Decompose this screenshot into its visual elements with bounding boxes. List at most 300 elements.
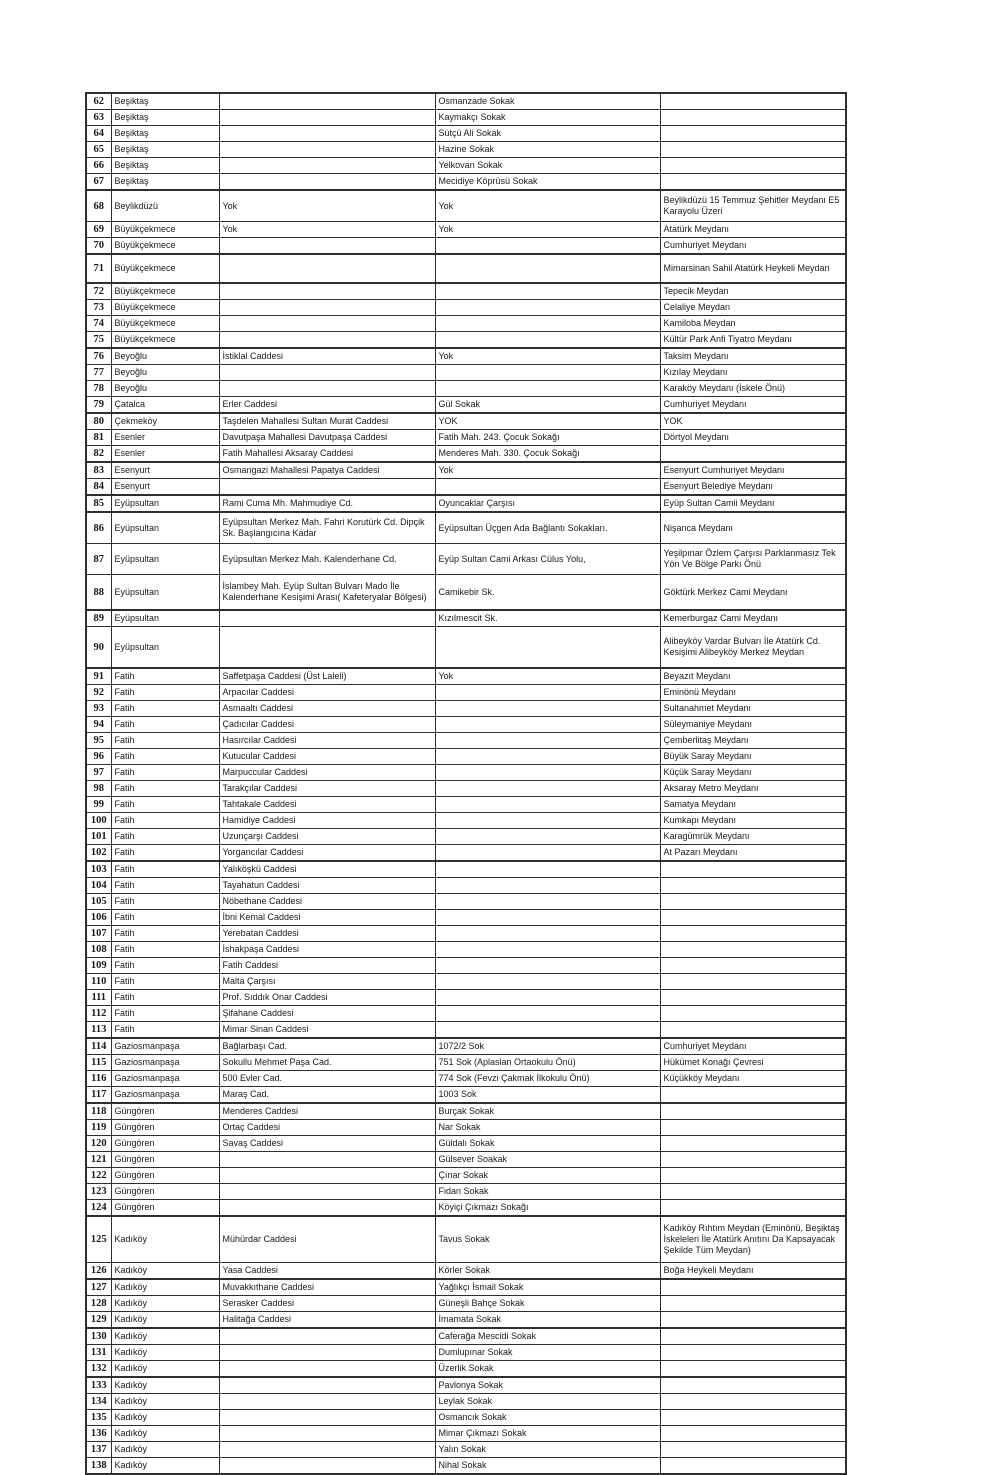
cell-district: Beşiktaş bbox=[111, 158, 219, 174]
cell-district: Büyükçekmece bbox=[111, 332, 219, 349]
cell-row-number: 88 bbox=[86, 575, 111, 611]
cell-district: Beşiktaş bbox=[111, 110, 219, 126]
table-row bbox=[86, 575, 846, 611]
cell-main-street: Maraş Cad. bbox=[219, 1087, 435, 1104]
table-row bbox=[86, 430, 846, 446]
cell-side-street: YOK bbox=[435, 413, 660, 430]
cell-square: Hükümet Konağı Çevresi bbox=[660, 1055, 846, 1071]
table-row bbox=[86, 610, 846, 627]
cell-district: Fatih bbox=[111, 668, 219, 685]
cell-square bbox=[660, 1361, 846, 1378]
cell-square: Cumhuriyet Meydanı bbox=[660, 1038, 846, 1055]
cell-district: Beşiktaş bbox=[111, 93, 219, 110]
cell-district: Beyoğlu bbox=[111, 365, 219, 381]
cell-district: Kadıköy bbox=[111, 1426, 219, 1442]
cell-row-number: 106 bbox=[86, 910, 111, 926]
cell-main-street bbox=[219, 1426, 435, 1442]
cell-square: Kültür Park Anfi Tiyatro Meydanı bbox=[660, 332, 846, 349]
cell-side-street: İmamata Sokak bbox=[435, 1312, 660, 1329]
cell-main-street bbox=[219, 610, 435, 627]
cell-side-street bbox=[435, 381, 660, 397]
table-row bbox=[86, 990, 846, 1006]
cell-district: Kadıköy bbox=[111, 1442, 219, 1458]
cell-square: Eminönü Meydanı bbox=[660, 685, 846, 701]
cell-district: Fatih bbox=[111, 781, 219, 797]
cell-district: Kadıköy bbox=[111, 1279, 219, 1296]
cell-row-number: 110 bbox=[86, 974, 111, 990]
cell-main-street bbox=[219, 1345, 435, 1361]
cell-main-street bbox=[219, 1184, 435, 1200]
cell-row-number: 118 bbox=[86, 1103, 111, 1120]
table-row bbox=[86, 1296, 846, 1312]
cell-row-number: 99 bbox=[86, 797, 111, 813]
table-row bbox=[86, 332, 846, 349]
table-row bbox=[86, 413, 846, 430]
cell-side-street: Fatih Mah. 243. Çocuk Sokağı bbox=[435, 430, 660, 446]
cell-main-street: Saffetpaşa Caddesi (Üst Laleli) bbox=[219, 668, 435, 685]
cell-district: Güngören bbox=[111, 1103, 219, 1120]
cell-district: Büyükçekmece bbox=[111, 316, 219, 332]
cell-row-number: 117 bbox=[86, 1087, 111, 1104]
cell-district: Güngören bbox=[111, 1152, 219, 1168]
cell-main-street bbox=[219, 283, 435, 300]
cell-square bbox=[660, 142, 846, 158]
cell-district: Fatih bbox=[111, 733, 219, 749]
cell-district: Beyoğlu bbox=[111, 381, 219, 397]
cell-row-number: 113 bbox=[86, 1022, 111, 1039]
cell-district: Beylikdüzü bbox=[111, 190, 219, 222]
cell-main-street: Nöbethane Caddesi bbox=[219, 894, 435, 910]
table-row bbox=[86, 365, 846, 381]
cell-row-number: 133 bbox=[86, 1377, 111, 1394]
table-row bbox=[86, 1279, 846, 1296]
cell-row-number: 111 bbox=[86, 990, 111, 1006]
cell-district: Eyüpsultan bbox=[111, 575, 219, 611]
cell-side-street: Çınar Sokak bbox=[435, 1168, 660, 1184]
cell-square: Alibeyköy Vardar Bulvarı İle Atatürk Cd. Kesişimi Alibeyköy Merkez Meydan bbox=[660, 627, 846, 669]
cell-square bbox=[660, 1279, 846, 1296]
cell-main-street: Prof. Sıddık Onar Caddesi bbox=[219, 990, 435, 1006]
cell-main-street: Çadıcılar Caddesi bbox=[219, 717, 435, 733]
cell-square bbox=[660, 1328, 846, 1345]
cell-row-number: 135 bbox=[86, 1410, 111, 1426]
cell-square: Karaköy Meydanı (İskele Önü) bbox=[660, 381, 846, 397]
cell-square bbox=[660, 1103, 846, 1120]
cell-main-street bbox=[219, 158, 435, 174]
cell-square: Süleymaniye Meydanı bbox=[660, 717, 846, 733]
cell-row-number: 127 bbox=[86, 1279, 111, 1296]
table-row bbox=[86, 1022, 846, 1039]
cell-square bbox=[660, 942, 846, 958]
cell-main-street bbox=[219, 381, 435, 397]
table-row bbox=[86, 627, 846, 669]
cell-row-number: 108 bbox=[86, 942, 111, 958]
table-row bbox=[86, 1136, 846, 1152]
cell-district: Eyüpsultan bbox=[111, 627, 219, 669]
cell-side-street: Mimar Çıkmazı Sokak bbox=[435, 1426, 660, 1442]
cell-main-street: İbni Kemal Caddesi bbox=[219, 910, 435, 926]
cell-side-street bbox=[435, 942, 660, 958]
table-row bbox=[86, 93, 846, 110]
cell-district: Eyüpsultan bbox=[111, 544, 219, 575]
cell-row-number: 97 bbox=[86, 765, 111, 781]
cell-row-number: 66 bbox=[86, 158, 111, 174]
cell-main-street: Muvakkıthane Caddesi bbox=[219, 1279, 435, 1296]
cell-main-street: Asmaaltı Caddesi bbox=[219, 701, 435, 717]
cell-district: Kadıköy bbox=[111, 1312, 219, 1329]
cell-main-street bbox=[219, 1200, 435, 1217]
table-row bbox=[86, 110, 846, 126]
cell-main-street: Fatih Mahallesi Aksaray Caddesi bbox=[219, 446, 435, 463]
cell-side-street: Yok bbox=[435, 348, 660, 365]
cell-main-street: Eyüpsultan Merkez Mah. Kalenderhane Cd. bbox=[219, 544, 435, 575]
cell-square bbox=[660, 1312, 846, 1329]
table-row bbox=[86, 1152, 846, 1168]
cell-main-street bbox=[219, 1410, 435, 1426]
cell-district: Gaziosmanpaşa bbox=[111, 1055, 219, 1071]
cell-main-street: Menderes Caddesi bbox=[219, 1103, 435, 1120]
table-row bbox=[86, 878, 846, 894]
cell-side-street bbox=[435, 781, 660, 797]
cell-main-street bbox=[219, 1394, 435, 1410]
table-row bbox=[86, 813, 846, 829]
cell-district: Büyükçekmece bbox=[111, 300, 219, 316]
cell-district: Fatih bbox=[111, 765, 219, 781]
cell-district: Fatih bbox=[111, 717, 219, 733]
cell-side-street: Güneşli Bahçe Sokak bbox=[435, 1296, 660, 1312]
cell-district: Fatih bbox=[111, 942, 219, 958]
cell-district: Beşiktaş bbox=[111, 174, 219, 191]
cell-side-street bbox=[435, 238, 660, 255]
cell-side-street: Yalın Sokak bbox=[435, 1442, 660, 1458]
table-row bbox=[86, 479, 846, 496]
cell-district: Fatih bbox=[111, 797, 219, 813]
cell-side-street bbox=[435, 733, 660, 749]
table-row bbox=[86, 283, 846, 300]
cell-side-street: Yelkovan Sokak bbox=[435, 158, 660, 174]
cell-row-number: 62 bbox=[86, 93, 111, 110]
cell-row-number: 124 bbox=[86, 1200, 111, 1217]
cell-row-number: 92 bbox=[86, 685, 111, 701]
table-row bbox=[86, 462, 846, 479]
cell-side-street bbox=[435, 878, 660, 894]
cell-side-street: Kaymakçı Sokak bbox=[435, 110, 660, 126]
cell-square bbox=[660, 174, 846, 191]
cell-row-number: 137 bbox=[86, 1442, 111, 1458]
cell-district: Gaziosmanpaşa bbox=[111, 1087, 219, 1104]
cell-district: Kadıköy bbox=[111, 1377, 219, 1394]
cell-main-street bbox=[219, 174, 435, 191]
cell-district: Fatih bbox=[111, 701, 219, 717]
cell-row-number: 74 bbox=[86, 316, 111, 332]
cell-main-street bbox=[219, 1152, 435, 1168]
cell-district: Kadıköy bbox=[111, 1458, 219, 1475]
cell-square: Atatürk Meydanı bbox=[660, 222, 846, 238]
table-row bbox=[86, 222, 846, 238]
cell-district: Kadıköy bbox=[111, 1216, 219, 1263]
cell-district: Fatih bbox=[111, 958, 219, 974]
table-row bbox=[86, 1168, 846, 1184]
cell-side-street bbox=[435, 829, 660, 845]
cell-district: Eyüpsultan bbox=[111, 610, 219, 627]
cell-main-street bbox=[219, 316, 435, 332]
table-row bbox=[86, 1038, 846, 1055]
cell-main-street: Bağlarbaşı Cad. bbox=[219, 1038, 435, 1055]
cell-side-street: Leylak Sokak bbox=[435, 1394, 660, 1410]
cell-row-number: 70 bbox=[86, 238, 111, 255]
cell-main-street: Uzunçarşı Caddesi bbox=[219, 829, 435, 845]
cell-side-street bbox=[435, 1022, 660, 1039]
cell-square: Nişanca Meydanı bbox=[660, 512, 846, 544]
cell-district: Fatih bbox=[111, 829, 219, 845]
cell-row-number: 123 bbox=[86, 1184, 111, 1200]
cell-row-number: 89 bbox=[86, 610, 111, 627]
cell-main-street: İshakpaşa Caddesi bbox=[219, 942, 435, 958]
cell-main-street: Hasırcılar Caddesi bbox=[219, 733, 435, 749]
cell-square bbox=[660, 1184, 846, 1200]
cell-main-street: Serasker Caddesi bbox=[219, 1296, 435, 1312]
cell-main-street bbox=[219, 1328, 435, 1345]
cell-side-street bbox=[435, 813, 660, 829]
cell-side-street: Körler Sokak bbox=[435, 1263, 660, 1280]
cell-district: Fatih bbox=[111, 685, 219, 701]
cell-side-street bbox=[435, 765, 660, 781]
table-row bbox=[86, 158, 846, 174]
cell-square bbox=[660, 1022, 846, 1039]
cell-side-street: Dumlupınar Sokak bbox=[435, 1345, 660, 1361]
table-row bbox=[86, 765, 846, 781]
cell-row-number: 103 bbox=[86, 861, 111, 878]
cell-district: Büyükçekmece bbox=[111, 238, 219, 255]
cell-square bbox=[660, 1006, 846, 1022]
cell-square bbox=[660, 1120, 846, 1136]
table-row bbox=[86, 1200, 846, 1217]
cell-main-street: Yok bbox=[219, 190, 435, 222]
cell-row-number: 122 bbox=[86, 1168, 111, 1184]
cell-row-number: 134 bbox=[86, 1394, 111, 1410]
cell-row-number: 64 bbox=[86, 126, 111, 142]
cell-main-street bbox=[219, 1442, 435, 1458]
cell-main-street bbox=[219, 479, 435, 496]
table-row bbox=[86, 668, 846, 685]
cell-row-number: 121 bbox=[86, 1152, 111, 1168]
cell-side-street bbox=[435, 365, 660, 381]
table-body bbox=[86, 93, 846, 1474]
cell-side-street: Camikebir Sk. bbox=[435, 575, 660, 611]
cell-main-street: 500 Evler Cad. bbox=[219, 1071, 435, 1087]
cell-main-street bbox=[219, 110, 435, 126]
cell-side-street: Sütçü Ali Sokak bbox=[435, 126, 660, 142]
cell-side-street: Eyüpsultan Üçgen Ada Bağlantı Sokakları. bbox=[435, 512, 660, 544]
cell-side-street: Nar Sokak bbox=[435, 1120, 660, 1136]
cell-main-street bbox=[219, 126, 435, 142]
cell-row-number: 80 bbox=[86, 413, 111, 430]
cell-district: Fatih bbox=[111, 926, 219, 942]
table-row bbox=[86, 1410, 846, 1426]
cell-district: Çatalca bbox=[111, 397, 219, 414]
cell-district: Çekmeköy bbox=[111, 413, 219, 430]
cell-district: Fatih bbox=[111, 813, 219, 829]
table-row bbox=[86, 348, 846, 365]
cell-square: Boğa Heykeli Meydanı bbox=[660, 1263, 846, 1280]
cell-side-street: Oyuncaklar Çarşısı bbox=[435, 495, 660, 512]
cell-side-street: Gül Sokak bbox=[435, 397, 660, 414]
cell-row-number: 90 bbox=[86, 627, 111, 669]
cell-row-number: 86 bbox=[86, 512, 111, 544]
cell-row-number: 67 bbox=[86, 174, 111, 191]
table-row bbox=[86, 1345, 846, 1361]
cell-side-street: Fidan Sokak bbox=[435, 1184, 660, 1200]
cell-main-street: Yok bbox=[219, 222, 435, 238]
cell-district: Fatih bbox=[111, 1022, 219, 1039]
cell-row-number: 73 bbox=[86, 300, 111, 316]
cell-row-number: 76 bbox=[86, 348, 111, 365]
cell-square: Beyazıt Meydanı bbox=[660, 668, 846, 685]
cell-row-number: 93 bbox=[86, 701, 111, 717]
cell-main-street: Rami Cuma Mh. Mahmudiye Cd. bbox=[219, 495, 435, 512]
cell-side-street: Caferağa Mescidi Sokak bbox=[435, 1328, 660, 1345]
cell-main-street bbox=[219, 365, 435, 381]
cell-row-number: 125 bbox=[86, 1216, 111, 1263]
table-row bbox=[86, 829, 846, 845]
table-row bbox=[86, 174, 846, 191]
cell-district: Kadıköy bbox=[111, 1361, 219, 1378]
cell-row-number: 83 bbox=[86, 462, 111, 479]
cell-side-street bbox=[435, 926, 660, 942]
cell-main-street bbox=[219, 142, 435, 158]
cell-side-street bbox=[435, 894, 660, 910]
cell-main-street: Sokullu Mehmet Paşa Cad. bbox=[219, 1055, 435, 1071]
cell-side-street: Hazine Sokak bbox=[435, 142, 660, 158]
cell-side-street bbox=[435, 479, 660, 496]
table-row bbox=[86, 1103, 846, 1120]
cell-row-number: 102 bbox=[86, 845, 111, 862]
cell-district: Gaziosmanpaşa bbox=[111, 1071, 219, 1087]
table-row bbox=[86, 910, 846, 926]
cell-row-number: 132 bbox=[86, 1361, 111, 1378]
cell-district: Kadıköy bbox=[111, 1345, 219, 1361]
cell-row-number: 114 bbox=[86, 1038, 111, 1055]
cell-square: Dörtyol Meydanı bbox=[660, 430, 846, 446]
cell-side-street bbox=[435, 861, 660, 878]
cell-main-street bbox=[219, 93, 435, 110]
cell-row-number: 136 bbox=[86, 1426, 111, 1442]
cell-side-street: Burçak Sokak bbox=[435, 1103, 660, 1120]
cell-row-number: 131 bbox=[86, 1345, 111, 1361]
cell-row-number: 87 bbox=[86, 544, 111, 575]
cell-row-number: 69 bbox=[86, 222, 111, 238]
table-row bbox=[86, 126, 846, 142]
cell-main-street bbox=[219, 300, 435, 316]
cell-row-number: 138 bbox=[86, 1458, 111, 1475]
cell-row-number: 82 bbox=[86, 446, 111, 463]
cell-district: Beşiktaş bbox=[111, 142, 219, 158]
cell-main-street bbox=[219, 254, 435, 283]
table-row bbox=[86, 797, 846, 813]
table-row bbox=[86, 316, 846, 332]
cell-side-street bbox=[435, 845, 660, 862]
cell-side-street bbox=[435, 316, 660, 332]
cell-square bbox=[660, 1442, 846, 1458]
table-row bbox=[86, 238, 846, 255]
table-row bbox=[86, 1216, 846, 1263]
cell-side-street bbox=[435, 627, 660, 669]
cell-square bbox=[660, 974, 846, 990]
cell-square: Büyük Saray Meydanı bbox=[660, 749, 846, 765]
cell-main-street: Erler Caddesi bbox=[219, 397, 435, 414]
cell-side-street bbox=[435, 1006, 660, 1022]
cell-side-street bbox=[435, 958, 660, 974]
cell-side-street: Osmanzade Sokak bbox=[435, 93, 660, 110]
cell-side-street bbox=[435, 300, 660, 316]
cell-side-street: Pavlonya Sokak bbox=[435, 1377, 660, 1394]
cell-row-number: 112 bbox=[86, 1006, 111, 1022]
cell-district: Güngören bbox=[111, 1168, 219, 1184]
cell-square: Göktürk Merkez Cami Meydanı bbox=[660, 575, 846, 611]
cell-square bbox=[660, 126, 846, 142]
cell-square bbox=[660, 1087, 846, 1104]
cell-square: Kemerburgaz Cami Meydanı bbox=[660, 610, 846, 627]
cell-main-street bbox=[219, 1361, 435, 1378]
cell-district: Güngören bbox=[111, 1200, 219, 1217]
cell-row-number: 130 bbox=[86, 1328, 111, 1345]
cell-side-street: Kızılmescit Sk. bbox=[435, 610, 660, 627]
table-row bbox=[86, 845, 846, 862]
table-row bbox=[86, 1361, 846, 1378]
cell-main-street: Davutpaşa Mahallesi Davutpaşa Caddesi bbox=[219, 430, 435, 446]
streets-table bbox=[85, 92, 847, 1475]
cell-side-street: Yok bbox=[435, 190, 660, 222]
cell-row-number: 63 bbox=[86, 110, 111, 126]
cell-side-street bbox=[435, 797, 660, 813]
cell-side-street: Güldalı Sokak bbox=[435, 1136, 660, 1152]
cell-row-number: 105 bbox=[86, 894, 111, 910]
cell-row-number: 85 bbox=[86, 495, 111, 512]
cell-district: Fatih bbox=[111, 878, 219, 894]
cell-side-street: Köyiçi Çıkmazı Sokağı bbox=[435, 1200, 660, 1217]
cell-district: Kadıköy bbox=[111, 1296, 219, 1312]
cell-row-number: 128 bbox=[86, 1296, 111, 1312]
cell-square: Karagümrük Meydanı bbox=[660, 829, 846, 845]
cell-row-number: 94 bbox=[86, 717, 111, 733]
cell-district: Kadıköy bbox=[111, 1263, 219, 1280]
table-row bbox=[86, 1006, 846, 1022]
cell-side-street: Mecidiye Köprüsü Sokak bbox=[435, 174, 660, 191]
table-row bbox=[86, 717, 846, 733]
table-row bbox=[86, 1055, 846, 1071]
cell-row-number: 126 bbox=[86, 1263, 111, 1280]
cell-square bbox=[660, 1410, 846, 1426]
cell-main-street: Tahtakale Caddesi bbox=[219, 797, 435, 813]
cell-district: Kadıköy bbox=[111, 1328, 219, 1345]
table-row bbox=[86, 1120, 846, 1136]
table-row bbox=[86, 446, 846, 463]
table-row bbox=[86, 958, 846, 974]
cell-row-number: 104 bbox=[86, 878, 111, 894]
cell-side-street: Eyüp Sultan Cami Arkası Cülus Yolu, bbox=[435, 544, 660, 575]
cell-side-street: Menderes Mah. 330. Çocuk Sokağı bbox=[435, 446, 660, 463]
cell-row-number: 78 bbox=[86, 381, 111, 397]
cell-side-street: Yok bbox=[435, 462, 660, 479]
cell-side-street bbox=[435, 974, 660, 990]
table-row bbox=[86, 381, 846, 397]
cell-district: Esenyurt bbox=[111, 479, 219, 496]
cell-square bbox=[660, 1152, 846, 1168]
cell-square: Beylikdüzü 15 Temmuz Şehitler Meydanı E5 Karayolu Üzeri bbox=[660, 190, 846, 222]
cell-main-street: Ortaç Caddesi bbox=[219, 1120, 435, 1136]
cell-row-number: 120 bbox=[86, 1136, 111, 1152]
cell-square: Kamiloba Meydan bbox=[660, 316, 846, 332]
